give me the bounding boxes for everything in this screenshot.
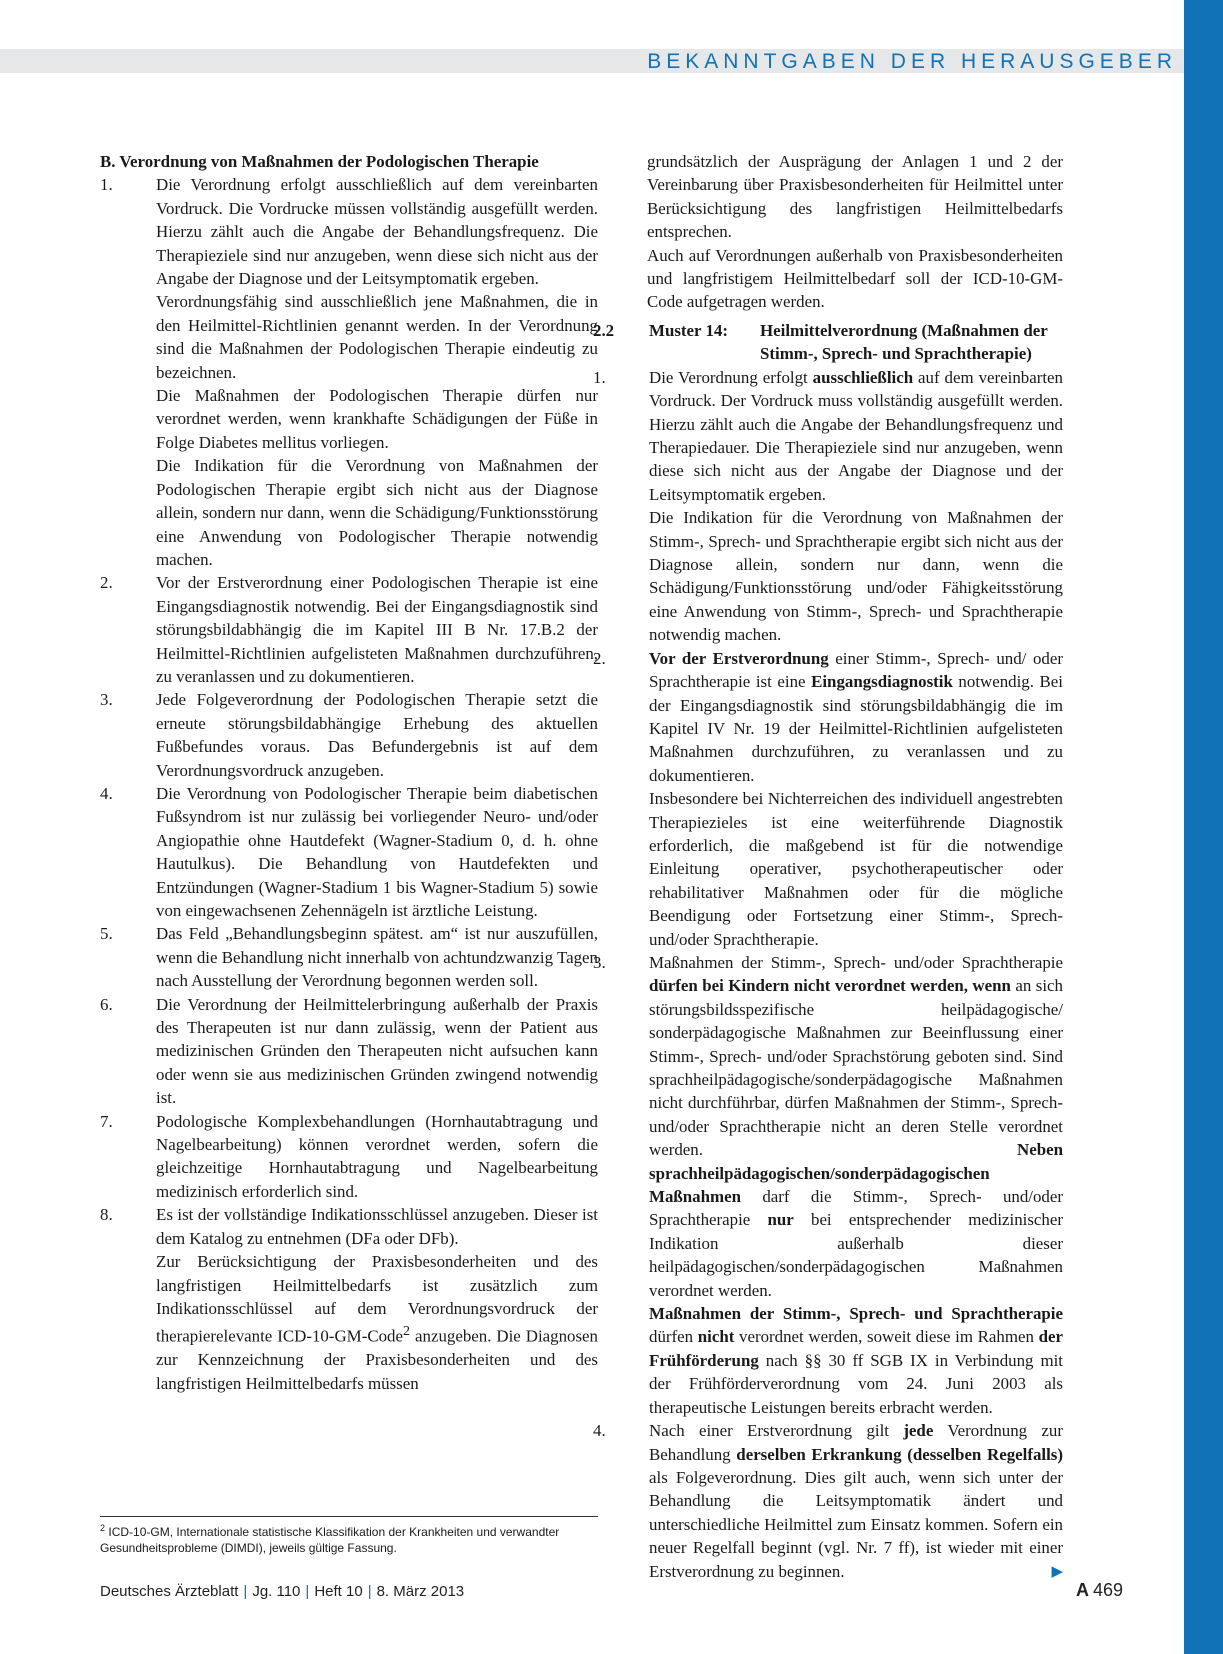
paragraph: Maßnahmen der Stimm-, Sprech- und/oder Sprachtherapie dürfen bei Kindern nicht verordnet werden, wenn an sich störungsbildsspezifische heilpädagogische/ sonderpädagogische Maßnahmen zur Beeinflussung einer Stimm-, Sprech- und/oder Sprachstörung geboten sind. Sind sprachheilpädagogische/sonderpädagogische Maßnahmen nicht durchführbar, dürfen Maßnahmen der Stimm-, Sprech- und/oder Sprachtherapie nicht an deren Stelle verordnet werden. Neben sprachheilpädagogischen/sonderpädagogischen Maßnahmen darf die Stimm-, Sprech- und/oder Sprachtherapie nur bei entsprechender medizinischer Indikation außerhalb dieser heilpädagogischen/sonderpädagogischen Maßnahmen verordnet werden. xyxy=(649,952,1063,1300)
paragraph: Die Verordnung erfolgt ausschließlich auf dem vereinbarten Vordruck. Der Vordruck muss vollständig ausgefüllt werden. Hierzu zählt auch die Angabe der Behandlungsfrequenz und Therapiedauer. Die Therapieziele sind nur anzugeben, wenn diese sich nicht aus der Angabe der Diagnose und der Leitsymptomatik ergeben. xyxy=(649,367,1063,504)
paragraph: Insbesondere bei Nichterreichen des individuell angestrebten Therapiezieles ist eine weiterführende Diagnostik erforderlich, die maßgebend ist für die notwendige Einleitung operativer, psychotherapeutischer oder rehabilitativer Maßnahmen oder für die mögliche Beendigung oder Fortsetzung einer Stimm-, Sprech- und/oder Sprachtherapie. xyxy=(649,789,1063,949)
page-prefix: A xyxy=(1076,1580,1089,1600)
list-item xyxy=(593,366,1063,647)
item-8-continuation: Zur Berücksichtigung der Praxisbesonderheiten und des langfristigen Heilmittelbedarfs ist zusätzlich zum Indikationsschlüssel auf dem Verordnungsvordruck der therapierelevante ICD-10-GM-Code$^2$ anzugeben. Die Diagnosen zur Kennzeichnung der Praxisbesonderheiten und des langfristigen Heilmittelbedarfs müssen xyxy=(156,1252,599,1393)
footnote xyxy=(100,1520,570,1556)
list-item xyxy=(100,1203,598,1250)
item-number: 2. xyxy=(593,648,606,668)
continue-arrow-icon[interactable]: ▶ xyxy=(1051,1561,1063,1580)
right-column-continuation xyxy=(647,150,1063,314)
item-number: 3. xyxy=(593,952,606,972)
list-item xyxy=(593,951,1063,1419)
subsection-heading xyxy=(593,319,1063,366)
paragraph: Vor der Erstverordnung einer Stimm-, Sprech- und/ oder Sprachtherapie ist eine Eingangsdiagnostik notwendig. Bei der Eingangsdiagnostik sind störungsbildabhängig die im Kapitel IV Nr. 19 der Heilmittel-Richtlinien aufgelisteten Maßnahmen durchzuführen, zu veranlassen und zu dokumentieren. xyxy=(649,648,1063,785)
page-number xyxy=(1076,1580,1123,1601)
left-column xyxy=(100,150,598,1395)
list-item xyxy=(100,173,598,571)
journal-issue: Heft 10 xyxy=(314,1583,363,1600)
list-item xyxy=(100,993,598,1110)
paragraph: Die Verordnung erfolgt ausschließlich auf dem vereinbarten Vordruck. Die Vordrucke müssen vollständig ausgefüllt werden. Hierzu zählt auch die Angabe der Behandlungsfrequenz. Die Therapieziele sind nur anzugeben, wenn diese sich nicht aus der Angabe der Diagnose und der Leitsymptomatik ergeben. xyxy=(156,175,598,289)
page-number-value: 469 xyxy=(1093,1580,1124,1600)
list-item xyxy=(100,922,598,992)
paragraph: Podologische Komplexbehandlungen (Hornhautabtragung und Nagelbearbeitung) können verordnet werden, sofern die gleichzeitige Hornhautabtragung und Nagelbearbeitung medizinisch erforderlich sind. xyxy=(156,1111,598,1201)
paragraph: Jede Folgeverordnung der Podologischen Therapie setzt die erneute störungsbildabhängige Erhebung des aktuellen Fußbefundes voraus. Das Befundergebnis ist auf dem Verordnungsvordruck anzugeben. xyxy=(156,690,598,780)
item-number: 4. xyxy=(100,783,113,803)
paragraph: grundsätzlich der Ausprägung der Anlagen 1 und 2 der Vereinbarung über Praxisbesonderheiten für Heilmittel unter Berücksichtigung des langfristigen Heilmittelbedarfs entsprechen. xyxy=(647,152,1063,242)
issue-date: 8. März 2013 xyxy=(376,1583,465,1600)
journal-volume: Jg. 110 xyxy=(252,1583,301,1600)
paragraph: Verordnungsfähig sind ausschließlich jene Maßnahmen, die in den Heilmittel-Richtlinien genannt werden. In der Verordnung sind die Maßnahmen der Podologischen Therapie eindeutig zu bezeichnen. xyxy=(156,292,598,382)
subsection-label: Muster 14: xyxy=(649,321,728,340)
list-item xyxy=(593,1419,1063,1583)
item-number: 6. xyxy=(100,994,113,1014)
subsection-title: Heilmittelverordnung (Maßnahmen der Stimm-, Sprech- und Sprachtherapie) xyxy=(760,321,1048,364)
paragraph: Die Verordnung der Heilmittelerbringung außerhalb der Praxis des Therapeuten ist nur dann zulässig, wenn der Patient aus medizinischen Gründen den Therapeuten nicht aufsuchen kann oder wenn sie aus medizinischen Gründen zwingend notwendig ist. xyxy=(156,994,598,1108)
section-header-title: BEKANNTGABEN DER HERAUSGEBER xyxy=(647,50,1177,73)
paragraph: Das Feld „Behandlungsbeginn spätest. am“ ist nur auszufüllen, wenn die Behandlung nicht innerhalb von achtundzwanzig Tagen nach Ausstellung der Verordnung begonnen werden soll. xyxy=(156,924,598,991)
list-item xyxy=(100,1250,598,1395)
item-number: 1. xyxy=(593,367,606,387)
paragraph: Auch auf Verordnungen außerhalb von Praxisbesonderheiten und langfristigem Heilmittelbedarf soll der ICD-10-GM-Code aufgetragen werden. xyxy=(647,245,1063,312)
blue-side-bar xyxy=(1184,0,1223,1654)
left-item-list xyxy=(100,173,598,1250)
list-item xyxy=(100,571,598,688)
paragraph: Die Maßnahmen der Podologischen Therapie dürfen nur verordnet werden, wenn krankhafte Schädigungen der Füße in Folge Diabetes mellitus vorliegen. xyxy=(156,386,598,452)
footnote-ref[interactable]: 2 xyxy=(402,1323,411,1340)
footer-citation: Deutsches Ärzteblatt | Jg. 110 | Heft 10 | 8. März 2013 xyxy=(100,1583,465,1600)
list-item xyxy=(100,1110,598,1204)
section-title: B. Verordnung von Maßnahmen der Podologischen Therapie xyxy=(100,152,539,171)
journal-name: Deutsches Ärzteblatt xyxy=(100,1583,239,1600)
footnote-text: ICD-10-GM, Internationale statistische Klassifikation der Krankheiten und verwandter Gesundheitsprobleme (DIMDI), jeweils gültige Fassung. xyxy=(100,1525,560,1555)
footnote-number: 2 xyxy=(100,1523,106,1533)
subsection-number: 2.2 xyxy=(593,321,615,340)
item-number: 4. xyxy=(593,1421,606,1441)
paragraph: Die Indikation für die Verordnung von Maßnahmen der Stimm-, Sprech- und Sprachtherapie ergibt sich nicht aus der Diagnose allein, sondern nur dann, wenn die Schädigung/Funktionsstörung und/oder Fähigkeitsstörung eine Anwendung von Stimm-, Sprech- und Sprachtherapie notwendig machen. xyxy=(649,508,1063,645)
item-number: 5. xyxy=(100,924,113,944)
paragraph: Nach einer Erstverordnung gilt jede Verordnung zur Behandlung derselben Erkrankung (desselben Regelfalls) als Folgeverordnung. Dies gilt auch, wenn sich unter der Behandlung die Leitsymptomatik ändert und unterschiedliche Heilmittel zum Einsatz kommen. Sofern ein neuer Regelfall beginnt (vgl. Nr. 7 ff), ist wieder mit einer Erstverordnung zu beginnen. ▶ xyxy=(649,1419,1063,1583)
paragraph: Vor der Erstverordnung einer Podologischen Therapie ist eine Eingangsdiagnostik notwendig. Bei der Eingangsdiagnostik sind störungsbildabhängig die im Kapitel III B Nr. 17.B.2 der Heilmittel-Richtlinien aufgelisteten Maßnahmen durchzuführen, zu veranlassen und zu dokumentieren. xyxy=(156,573,598,686)
item-number: 7. xyxy=(100,1111,113,1131)
item-number: 3. xyxy=(100,690,113,710)
right-column xyxy=(593,319,1063,1583)
paragraph: Maßnahmen der Stimm-, Sprech- und Sprachtherapie dürfen nicht verordnet werden, soweit diese im Rahmen der Frühförderung nach §§ 30 ff SGB IX in Verbindung mit der Frühförderverordnung vom 24. Juni 2003 als therapeutische Leistungen bereits erbracht werden. xyxy=(649,1304,1063,1417)
paragraph: Die Verordnung von Podologischer Therapie beim diabetischen Fußsyndrom ist nur zulässig bei vorliegender Neuro- und/oder Angiopathie ohne Hautdefekt (Wagner-Stadium 0, d. h. ohne Hautulkus). Die Behandlung von Hautdefekten und Entzündungen (Wagner-Stadium 1 bis Wagner-Stadium 5) sowie von eingewachsenen Zehennägeln ist ärztliche Leistung. xyxy=(156,783,598,920)
item-number: 8. xyxy=(100,1205,113,1225)
list-item xyxy=(100,688,598,782)
item-number: 1. xyxy=(100,175,113,195)
item-number: 2. xyxy=(100,573,113,593)
paragraph: Die Indikation für die Verordnung von Maßnahmen der Podologischen Therapie ergibt sich nicht aus der Diagnose allein, sondern nur dann, wenn die Schädigung/Funktionsstörung eine Anwendung von Podologischer Therapie notwendig machen. xyxy=(156,456,598,569)
footnote-divider xyxy=(100,1516,598,1517)
paragraph: Es ist der vollständige Indikationsschlüssel anzugeben. Dieser ist dem Katalog zu entnehmen (DFa oder DFb). xyxy=(156,1205,598,1248)
list-item xyxy=(593,647,1063,951)
list-item xyxy=(100,782,598,922)
